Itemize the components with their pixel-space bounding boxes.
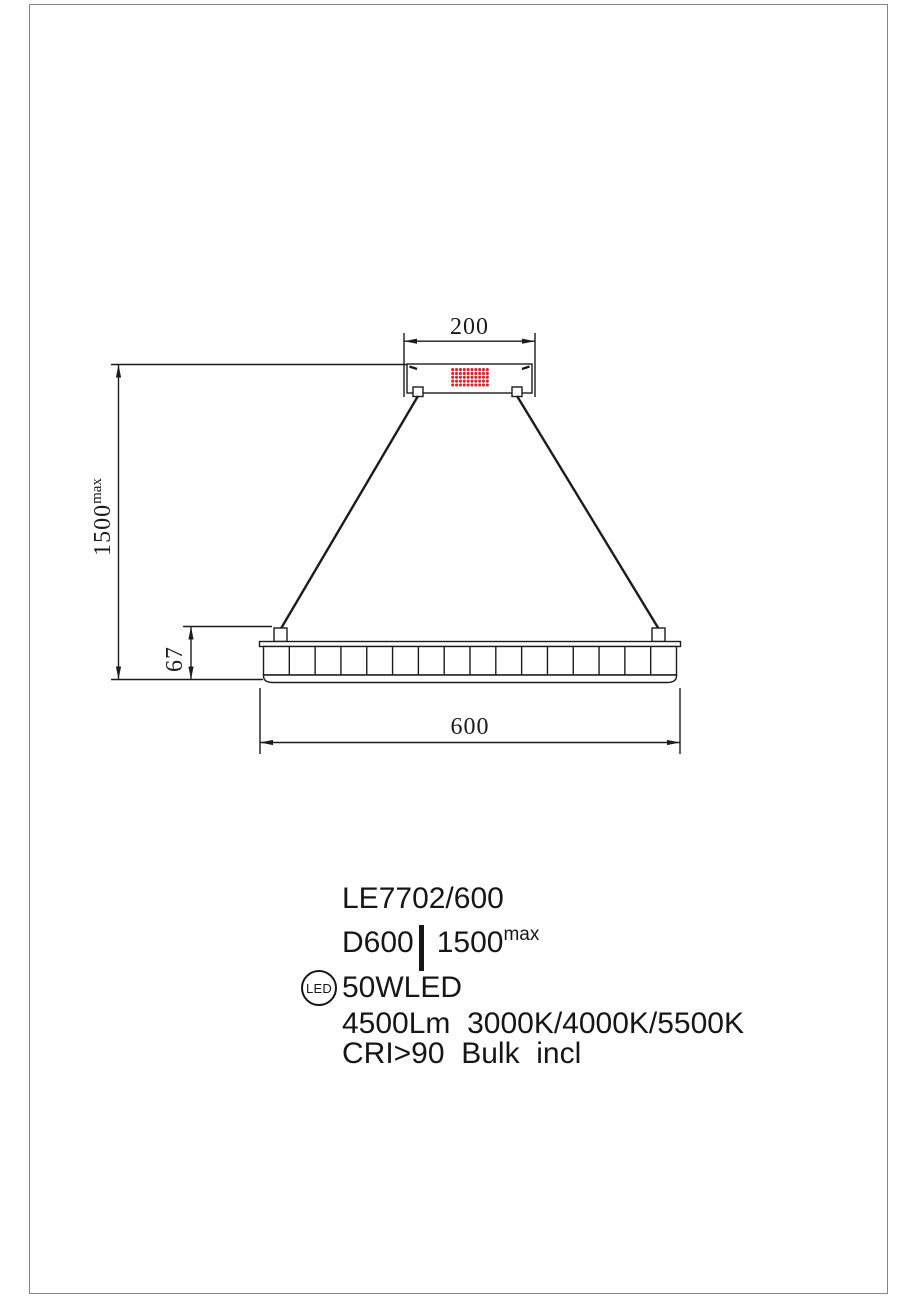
dim-1500-suffix: max [89,478,105,504]
dim-1500-value: 1500 [90,503,116,556]
led-badge: LED [301,970,337,1006]
arrowhead-left [404,339,417,344]
arrowhead-down [116,667,121,680]
dim-67-label: 67 [162,646,188,672]
size-spec-line [342,926,539,971]
separator-bar [419,925,424,971]
wire-connector-left [274,628,287,642]
suspension-wires [281,396,659,629]
lumen-colortemp-spec: 4500Lm 3000K/4000K/5500K [342,1007,744,1040]
wire-left [281,396,418,629]
fixture-top-rim [260,642,681,647]
model-number: LE7702/600 [342,882,504,915]
dim-200-label: 200 [450,314,489,340]
arrowhead-left [260,740,273,745]
ceiling-canopy [407,364,532,397]
diameter-spec: D600 [342,926,414,959]
wire-clip-right [512,387,522,397]
dim-1500max-label [89,478,116,556]
arrowhead-right [522,339,535,344]
arrowhead-up [116,365,121,378]
cri-bulk-spec: CRI>90 Bulk incl [342,1037,582,1070]
dimension-67 [183,627,272,680]
drop-height-suffix: max [503,924,540,945]
dim-600-label: 600 [450,714,490,740]
arrowhead-up [188,627,193,640]
drop-height-value: 1500 [436,926,504,959]
fixture-bottom-diffuser [264,675,677,683]
ring-fixture [260,628,681,683]
wire-right [517,396,659,629]
wire-connector-right [652,628,665,642]
wattage-spec: 50WLED [342,971,463,1004]
arrowhead-down [188,667,193,680]
wire-clip-left [413,387,423,397]
dimension-1500 [111,365,263,680]
arrowhead-right [667,740,680,745]
